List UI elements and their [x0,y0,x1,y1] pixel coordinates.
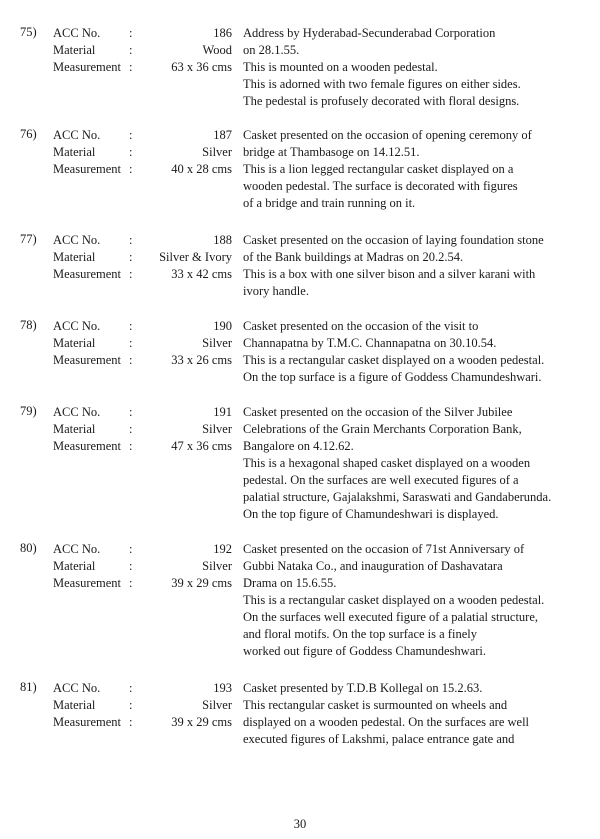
description-line: This is a rectangular casket displayed on a wooden pedestal. [243,593,545,607]
field-label: ACC No. [53,128,101,142]
description-line: Bangalore on 4.12.62. [243,439,354,453]
field-value: Silver [202,145,232,159]
field-value-column [171,127,232,178]
entry-number: 79) [20,404,37,418]
field-label: Measurement [53,60,122,74]
description-line: This rectangular casket is surmounted on wheels and [243,698,508,712]
field-colon: : [129,681,133,695]
field-value: 33 x 42 cms [171,267,232,281]
field-value: 188 [213,233,232,247]
description-line: of a bridge and train running on it. [243,196,416,210]
description-line: and floral motifs. On the top surface is a finely [243,627,477,641]
description-line: Casket presented on the occasion of 71st Anniversary of [243,542,525,556]
field-colon: : [129,715,133,729]
field-colon-column [129,318,132,369]
entry-number: 80) [20,541,37,555]
field-label: Material [53,698,96,712]
field-colon: : [129,405,133,419]
field-value: 40 x 28 cms [171,162,232,176]
description-line: ivory handle. [243,284,309,298]
description-line: Casket presented on the occasion of the visit to [243,319,479,333]
description-line: This is a rectangular casket displayed on a wooden pedestal. [243,353,545,367]
field-colon: : [129,43,133,57]
description-line: On the top surface is a figure of Goddess Chamundeshwari. [243,370,542,384]
field-colon: : [129,422,133,436]
field-value-column [171,318,232,369]
field-value: Silver & Ivory [159,250,232,264]
description-line: Casket presented on the occasion of laying foundation stone [243,233,544,247]
field-label: Measurement [53,267,122,281]
field-label: Measurement [53,715,122,729]
description-line: This is mounted on a wooden pedestal. [243,60,438,74]
field-colon: : [129,559,133,573]
description-line: Drama on 15.6.55. [243,576,337,590]
field-colon: : [129,145,133,159]
field-label: ACC No. [53,26,101,40]
description-line: Casket presented on the occasion of opening ceremony of [243,128,532,142]
field-value: Wood [202,43,232,57]
field-value: 39 x 29 cms [171,715,232,729]
description-line: Casket presented by T.D.B Kollegal on 15.2.63. [243,681,483,695]
description-line: This is adorned with two female figures on either sides. [243,77,521,91]
field-value-column [171,404,232,455]
field-label-column [53,232,121,283]
field-colon: : [129,162,133,176]
field-value: 47 x 36 cms [171,439,232,453]
field-label: Material [53,336,96,350]
description-line-column [243,680,529,748]
field-colon-column [129,541,132,592]
field-label-column [53,541,121,592]
field-value: 190 [213,319,232,333]
field-label-column [53,25,121,76]
field-colon: : [129,542,133,556]
description-line: executed figures of Lakshmi, palace entrance gate and [243,732,515,746]
description-line: displayed on a wooden pedestal. On the surfaces are well [243,715,530,729]
description-line: This is a lion legged rectangular casket displayed on a [243,162,514,176]
field-value: 39 x 29 cms [171,576,232,590]
field-label: ACC No. [53,233,101,247]
field-colon: : [129,439,133,453]
field-colon-column [129,25,132,76]
field-value-column [171,680,232,731]
field-value-column [171,25,232,76]
description-line: on 28.1.55. [243,43,300,57]
entry-number: 81) [20,680,37,694]
description-line: Celebrations of the Grain Merchants Corporation Bank, [243,422,522,436]
field-label-column [53,318,121,369]
field-colon: : [129,336,133,350]
field-colon: : [129,353,133,367]
description-line-column [243,404,551,523]
description-line: On the top figure of Chamundeshwari is displayed. [243,507,499,521]
description-line-column [243,232,544,300]
field-label: Measurement [53,353,122,367]
field-label: Material [53,145,96,159]
field-label-column [53,127,121,178]
page-number: 30 [293,817,307,831]
field-label: ACC No. [53,681,101,695]
field-value: Silver [202,559,232,573]
field-colon: : [129,319,133,333]
field-value: 33 x 26 cms [171,353,232,367]
field-colon: : [129,576,133,590]
field-label: Material [53,43,96,57]
field-label: Measurement [53,576,122,590]
field-colon: : [129,60,133,74]
description-line-column [243,25,521,110]
description-line: Gubbi Nataka Co., and inauguration of Dashavatara [243,559,503,573]
field-value: 192 [213,542,232,556]
field-label: ACC No. [53,542,101,556]
field-value-column [171,541,232,592]
field-label-column [53,404,121,455]
description-line: of the Bank buildings at Madras on 20.2.54. [243,250,464,264]
field-colon-column [129,127,132,178]
field-value: Silver [202,698,232,712]
field-label: Material [53,250,96,264]
field-value: 191 [213,405,232,419]
field-label: Measurement [53,439,122,453]
field-colon: : [129,233,133,247]
description-line: pedestal. On the surfaces are well executed figures of a [243,473,519,487]
entry-number: 76) [20,127,37,141]
field-label-column [53,680,121,731]
description-line-column [243,127,532,212]
field-colon-column [129,232,132,283]
field-value-column [159,232,232,283]
description-line: worked out figure of Goddess Chamundeshwari. [243,644,487,658]
field-value: 63 x 36 cms [171,60,232,74]
field-value: Silver [202,422,232,436]
field-colon: : [129,250,133,264]
entry-number: 75) [20,25,37,39]
description-line: Channapatna by T.M.C. Channapatna on 30.10.54. [243,336,497,350]
field-label: Measurement [53,162,122,176]
field-label: ACC No. [53,319,101,333]
description-line: This is a hexagonal shaped casket displayed on a wooden [243,456,531,470]
entry-number: 78) [20,318,37,332]
field-colon-column [129,404,132,455]
field-value: Silver [202,336,232,350]
description-line-column [243,318,544,386]
description-line: On the surfaces well executed figure of a palatial structure, [243,610,539,624]
description-line: wooden pedestal. The surface is decorated with figures [243,179,518,193]
field-value: 187 [213,128,232,142]
description-line: Address by Hyderabad-Secunderabad Corporation [243,26,496,40]
description-line: Casket presented on the occasion of the Silver Jubilee [243,405,513,419]
description-line: bridge at Thambasoge on 14.12.51. [243,145,420,159]
field-colon-column [129,680,132,731]
field-value: 186 [213,26,232,40]
field-value: 193 [213,681,232,695]
field-colon: : [129,267,133,281]
description-line: The pedestal is profusely decorated with floral designs. [243,94,520,108]
field-colon: : [129,698,133,712]
entry-number: 77) [20,232,37,246]
field-label: Material [53,422,96,436]
field-label: ACC No. [53,405,101,419]
field-colon: : [129,128,133,142]
field-colon: : [129,26,133,40]
description-line-column [243,541,544,660]
description-line: palatial structure, Gajalakshmi, Saraswati and Gandaberunda. [243,490,552,504]
field-label: Material [53,559,96,573]
description-line: This is a box with one silver bison and a silver karani with [243,267,536,281]
